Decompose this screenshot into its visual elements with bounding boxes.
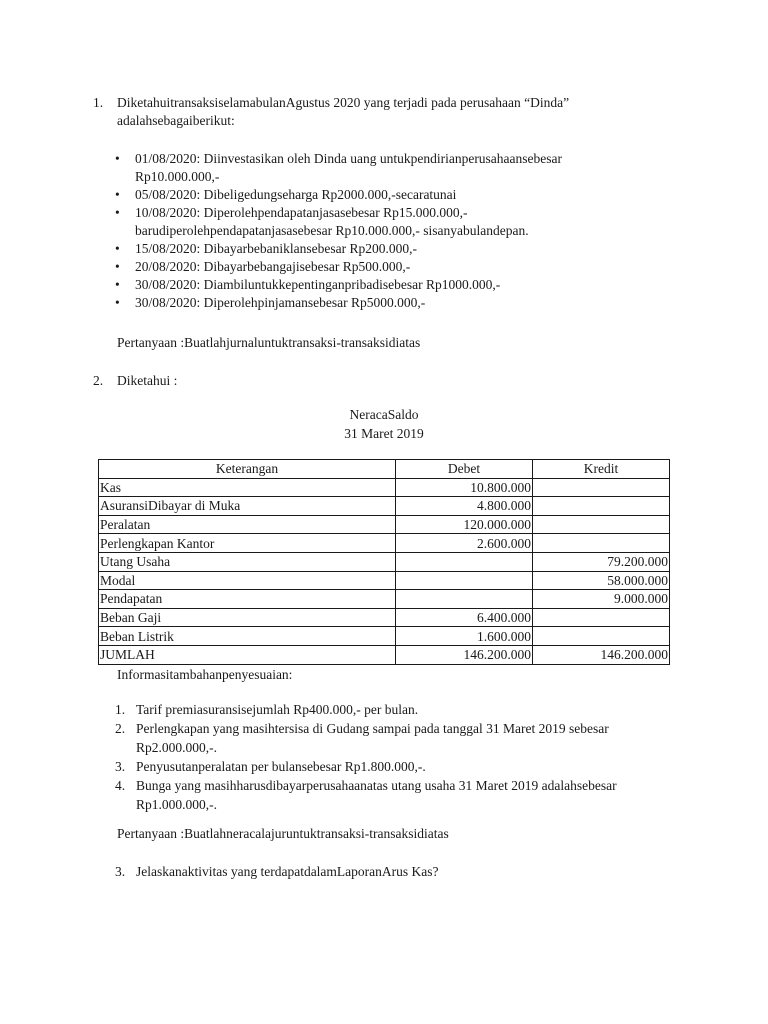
table-row: Utang Usaha 79.200.000 — [100, 554, 668, 570]
table-row: AsuransiDibayar di Muka 4.800.000 — [99, 497, 670, 516]
list-item: • 05/08/2020: Dibeligedungseharga Rp2000.000,-secaratunai — [115, 187, 457, 202]
bullet-icon: • — [115, 277, 120, 292]
adjustment-info-title: Informasitambahanpenyesuaian: — [117, 667, 293, 682]
table-row: Modal 58.000.000 — [100, 572, 668, 588]
list-item: • 30/08/2020: Diperolehpinjamansebesar Rp5000.000,- — [115, 295, 426, 310]
bullet-icon: • — [115, 205, 120, 220]
table-total-row: JUMLAH 146.200.000 146.200.000 — [100, 647, 668, 663]
list-item: 3. Penyusutanperalatan per bulansebesar Rp1.800.000,-. — [115, 759, 426, 774]
bullet-icon: • — [115, 151, 120, 166]
list-item: • 15/08/2020: Dibayarbebaniklansebesar Rp200.000,- — [115, 241, 417, 256]
adjustment-list — [115, 700, 715, 814]
list-item: 1. Tarif premiasuransisejumlah Rp400.000,- per bulan. — [115, 702, 419, 717]
table-date: 31 Maret 2019 — [344, 426, 424, 441]
bullet-icon: • — [115, 259, 120, 274]
neraca-saldo-table — [98, 459, 670, 665]
header-kredit: Kredit — [533, 460, 670, 479]
table-row: Beban Gaji 6.400.000 — [99, 608, 670, 627]
question-3-text: Jelaskanaktivitas yang terdapatdalamLaporanArus Kas? — [136, 864, 439, 879]
transaction-list — [115, 150, 715, 312]
table-header-row — [99, 460, 670, 479]
table-row: Beban Listrik 1.600.000 — [99, 627, 670, 646]
header-debet: Debet — [396, 460, 533, 479]
bullet-icon: • — [115, 295, 120, 310]
question-1-text-line2: adalahsebagaiberikut: — [117, 113, 235, 128]
list-item: • 01/08/2020: Diinvestasikan oleh Dinda uang untukpendirianperusahaansebesar Rp10.000.000,- — [115, 151, 563, 184]
question-1-number: 1. — [93, 95, 104, 110]
table-row: Kas 10.800.000 — [99, 478, 670, 497]
bullet-icon: • — [115, 241, 120, 256]
list-item: 4. Bunga yang masihharusdibayarperusahaanatas utang usaha 31 Maret 2019 adalahsebesar Rp1.000.000,-. — [115, 778, 617, 812]
question-3-number: 3. — [115, 864, 126, 879]
question-1-text-line1: DiketahuitransaksiselamabulanAgustus 2020 yang terjadi pada perusahaan “Dinda” — [117, 95, 570, 110]
question-1-prompt: Pertanyaan :Buatlahjurnaluntuktransaksi-transaksidiatas — [117, 335, 421, 350]
question-2-prompt: Pertanyaan :Buatlahneracalajuruntuktransaksi-transaksidiatas — [117, 826, 449, 841]
table-row: Peralatan 120.000.000 — [99, 515, 670, 534]
header-keterangan: Keterangan — [99, 460, 396, 479]
table-row: Pendapatan 9.000.000 — [100, 591, 668, 607]
list-item: 2. Perlengkapan yang masihtersisa di Gudang sampai pada tanggal 31 Maret 2019 sebesar Rp2.000.000,-. — [115, 721, 609, 755]
list-item: • 10/08/2020: Diperolehpendapatanjasasebesar Rp15.000.000,- barudiperolehpendapatanjasasebesar Rp10.000.000,- sisanyabulandepan. — [115, 205, 529, 238]
table-title: NeracaSaldo — [349, 407, 419, 422]
question-2-intro: Diketahui : — [117, 373, 178, 388]
question-2-number: 2. — [93, 373, 104, 388]
list-item: • 30/08/2020: Diambiluntukkepentinganpribadisebesar Rp1000.000,- — [115, 277, 501, 292]
bullet-icon: • — [115, 187, 120, 202]
table-row: Perlengkapan Kantor 2.600.000 — [99, 534, 670, 553]
list-item: • 20/08/2020: Dibayarbebangajisebesar Rp500.000,- — [115, 259, 411, 274]
